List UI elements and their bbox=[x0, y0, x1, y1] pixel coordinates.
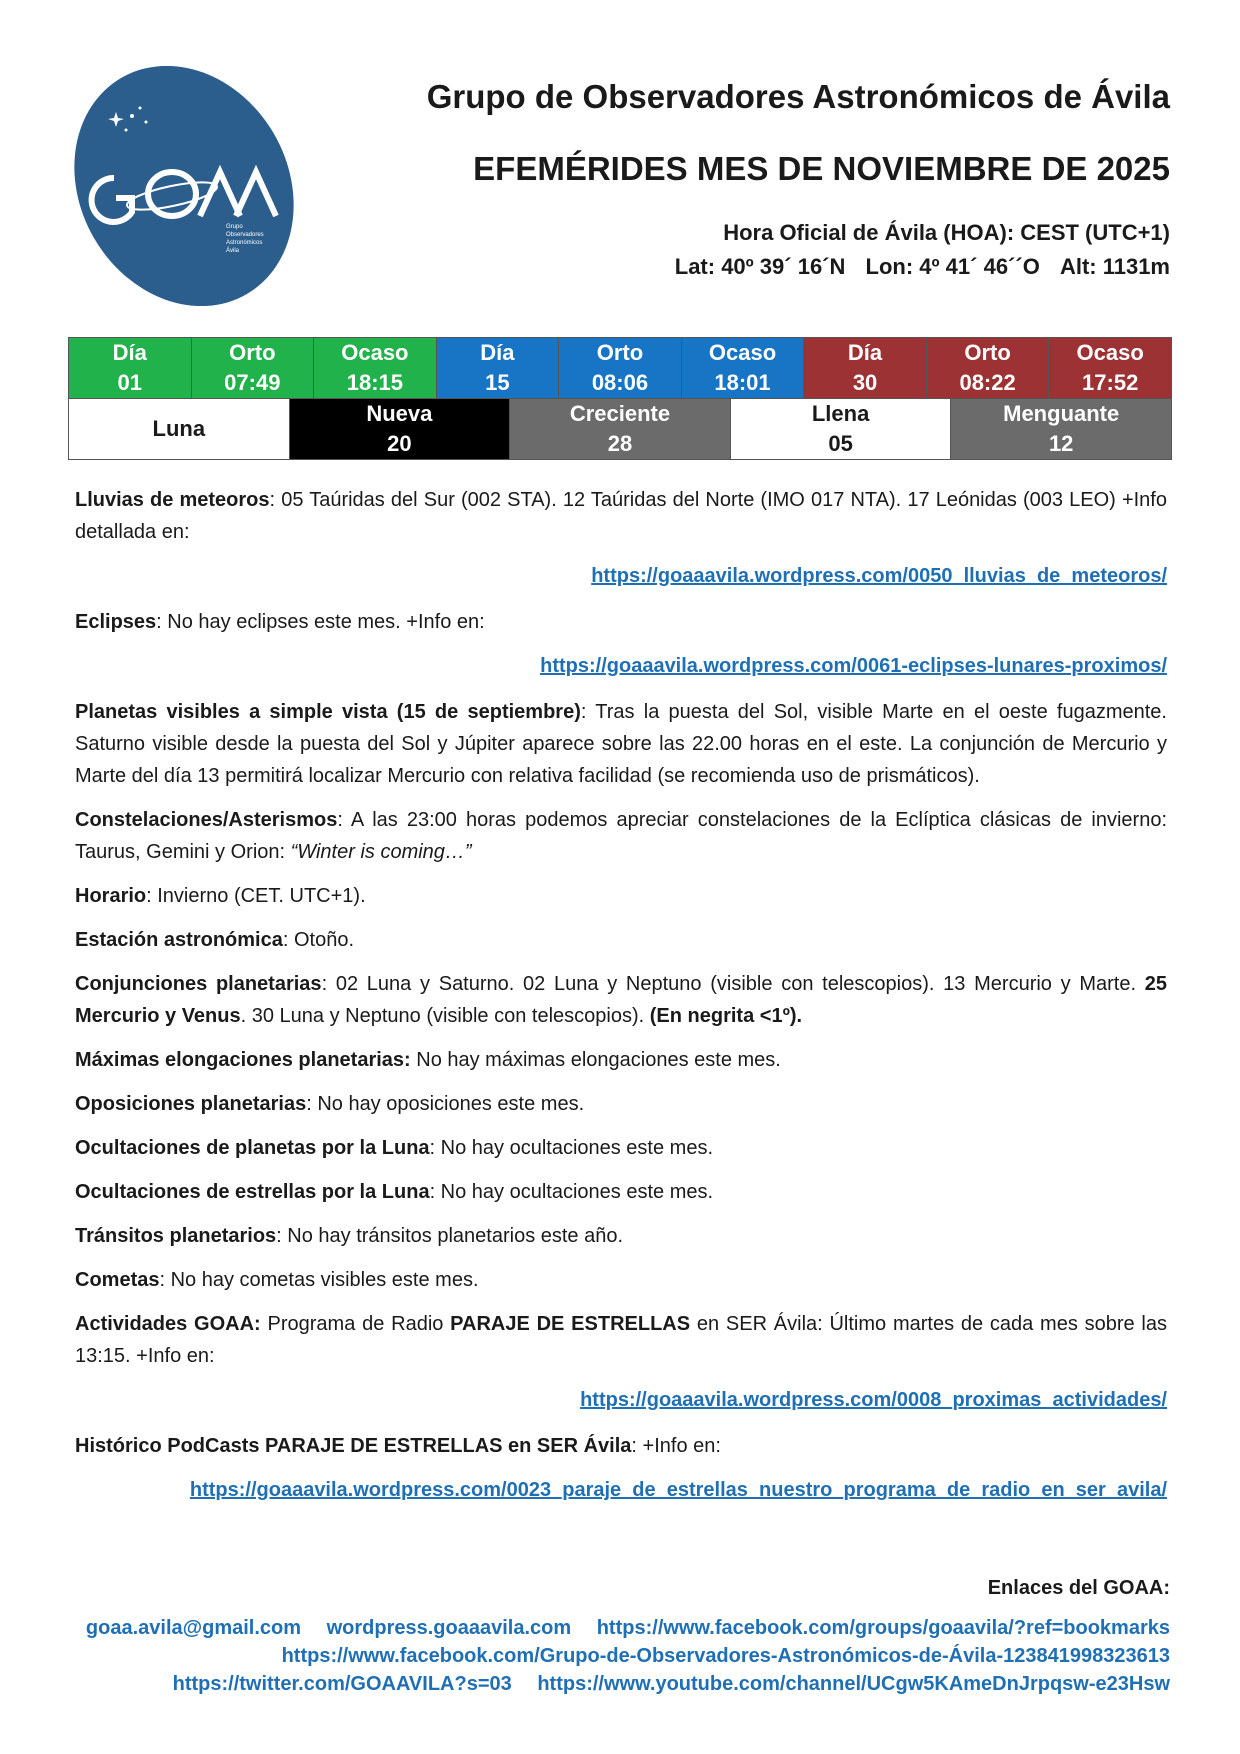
eclipses-link[interactable]: https://goaaavila.wordpress.com/0061-eclipses-lunares-proximos/ bbox=[540, 655, 1167, 677]
twitter-link[interactable]: https://twitter.com/GOAAVILA?s=03 bbox=[172, 1673, 512, 1695]
facebook-page-link[interactable]: https://www.facebook.com/Grupo-de-Observadores-Astronómicos-de-Ávila-123841998323613 bbox=[281, 1645, 1170, 1667]
ephemerides-content bbox=[75, 484, 1167, 1520]
podcasts: Histórico PodCasts PARAJE DE ESTRELLAS en SER Ávila: +Info en: bbox=[75, 1435, 721, 1457]
moon-phases-table bbox=[68, 398, 1172, 460]
footer-links bbox=[86, 1574, 1170, 1698]
email-link[interactable]: goaa.avila@gmail.com bbox=[85, 1617, 302, 1639]
latitude: Lat: 40º 39´ 16´N bbox=[674, 254, 846, 279]
sun-cell-rise: Orto 08:22 bbox=[926, 338, 1049, 399]
svg-text:Ávila: Ávila bbox=[226, 248, 240, 254]
comets: Cometas: No hay cometas visibles este mes. bbox=[75, 1269, 479, 1291]
longitude: Lon: 4º 41´ 46´´O bbox=[865, 254, 1040, 279]
organization-name: Grupo de Observadores Astronómicos de Ávila bbox=[426, 78, 1170, 115]
sun-cell-day: Día 15 bbox=[436, 338, 559, 399]
timezone-info: Hora Oficial de Ávila (HOA): CEST (UTC+1) bbox=[723, 220, 1170, 245]
star-occultations: Ocultaciones de estrellas por la Luna: No hay ocultaciones este mes. bbox=[75, 1181, 714, 1203]
svg-text:Grupo: Grupo bbox=[226, 224, 243, 230]
header bbox=[427, 78, 1170, 288]
moon-label: Luna bbox=[69, 399, 290, 460]
schedule: Horario: Invierno (CET. UTC+1). bbox=[75, 885, 366, 907]
constellations: Constelaciones/Asterismos: A las 23:00 horas podemos apreciar constelaciones de la Eclíptica clásicas de invierno: Taurus, Gemini y Orion: “Winter is coming…” bbox=[75, 809, 1167, 863]
svg-text:Astronómicos: Astronómicos bbox=[226, 240, 263, 246]
meteor-showers-link[interactable]: https://goaaavila.wordpress.com/0050_lluvias_de_meteoros/ bbox=[591, 565, 1167, 587]
sun-cell-set: Ocaso 18:01 bbox=[681, 338, 804, 399]
moon-phase-last-quarter: Menguante 12 bbox=[951, 399, 1172, 460]
sun-times-table bbox=[68, 337, 1172, 399]
meteor-showers: Lluvias de meteoros: 05 Taúridas del Sur (002 STA). 12 Taúridas del Norte (IMO 017 NTA). 17 Leónidas (003 LEO) +Info detallada en: bbox=[75, 489, 1167, 543]
goaa-activities: Actividades GOAA: Programa de Radio PARAJE DE ESTRELLAS en SER Ávila: Último martes de cada mes sobre las 13:15. +Info en: bbox=[75, 1313, 1167, 1367]
wordpress-link[interactable]: wordpress.goaaavila.com bbox=[326, 1617, 572, 1639]
altitude: Alt: 1131m bbox=[1059, 254, 1170, 279]
planetary-elongations: Máximas elongaciones planetarias: No hay máximas elongaciones este mes. bbox=[75, 1049, 781, 1071]
activities-link[interactable]: https://goaaavila.wordpress.com/0008_proximas_actividades/ bbox=[580, 1389, 1167, 1411]
sun-cell-rise: Orto 07:49 bbox=[191, 338, 314, 399]
moon-phase-first-quarter: Creciente 28 bbox=[510, 399, 731, 460]
coordinates bbox=[427, 254, 1170, 288]
eclipses: Eclipses: No hay eclipses este mes. +Info en: bbox=[75, 611, 485, 633]
planet-occultations: Ocultaciones de planetas por la Luna: No hay ocultaciones este mes. bbox=[75, 1137, 714, 1159]
moon-phase-new: Nueva 20 bbox=[289, 399, 510, 460]
planetary-transits: Tránsitos planetarios: No hay tránsitos planetarios este año. bbox=[75, 1225, 624, 1247]
astronomical-season: Estación astronómica: Otoño. bbox=[75, 929, 354, 951]
moon-phase-full: Llena 05 bbox=[730, 399, 951, 460]
podcasts-link[interactable]: https://goaaavila.wordpress.com/0023_paraje_de_estrellas_nuestro_programa_de_radio_en_ser_avila/ bbox=[189, 1479, 1167, 1501]
youtube-link[interactable]: https://www.youtube.com/channel/UCgw5KAmeDnJrpqsw-e23Hsw bbox=[537, 1673, 1170, 1695]
sun-cell-day: Día 30 bbox=[804, 338, 927, 399]
planetary-oppositions: Oposiciones planetarias: No hay oposiciones este mes. bbox=[75, 1093, 585, 1115]
facebook-group-link[interactable]: https://www.facebook.com/groups/goaavila/?ref=bookmarks bbox=[596, 1617, 1170, 1639]
visible-planets: Planetas visibles a simple vista (15 de septiembre): Tras la puesta del Sol, visible Marte en el oeste fugazmente. Saturno visible desde la puesta del Sol y Júpiter aparece sobre las 22.00 horas en el este. La conjunción de Mercurio y Marte del día 13 permitirá localizar Mercurio con relativa facilidad (se recomienda uso de prismáticos). bbox=[75, 701, 1167, 787]
sun-cell-rise: Orto 08:06 bbox=[559, 338, 682, 399]
footer-title: Enlaces del GOAA: bbox=[987, 1577, 1170, 1599]
svg-text:Observadores: Observadores bbox=[226, 232, 264, 238]
sun-cell-day: Día 01 bbox=[69, 338, 192, 399]
planetary-conjunctions: Conjunciones planetarias: 02 Luna y Saturno. 02 Luna y Neptuno (visible con telescopios). 13 Mercurio y Marte. 25 Mercurio y Venus. 30 Luna y Neptuno (visible con telescopios). (En negrita <1º). bbox=[75, 973, 1168, 1027]
goaa-logo bbox=[68, 66, 300, 306]
sun-cell-set: Ocaso 18:15 bbox=[314, 338, 437, 399]
page-title: EFEMÉRIDES MES DE NOVIEMBRE DE 2025 bbox=[473, 150, 1170, 187]
sun-cell-set: Ocaso 17:52 bbox=[1049, 338, 1172, 399]
